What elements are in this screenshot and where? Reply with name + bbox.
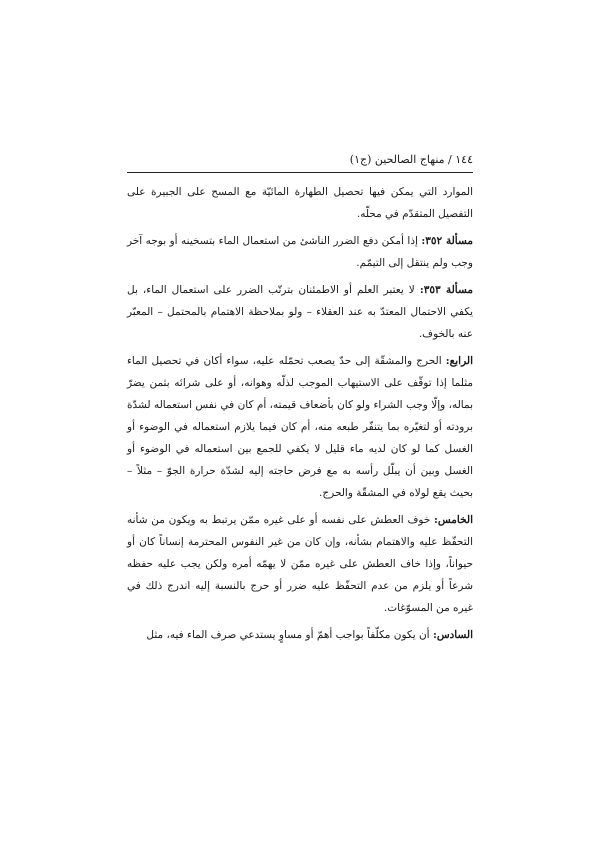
paragraph-lead: مسألة ٣٥٣: — [419, 284, 473, 296]
paragraph-lead: مسألة ٣٥٢: — [421, 235, 473, 247]
paragraph — [127, 350, 473, 504]
paragraph — [127, 279, 473, 345]
paragraph-text: أن يكون مكلّفاً بواجب أهمّ أو مساوٍ يستدعي صرف الماء فيه، مثل — [146, 629, 433, 641]
paragraph-text: الحرج والمشقّة إلى حدّ يصعب تحمّله عليه، سواء أكان في تحصيل الماء مثلما إذا توقّف على الاستيهاب الموجب لذلّه وهوانه، أو على شرائه بثمن يضرّ بماله، وإلّا وجب الشراء ولو كان بأضعاف قيمته، أم كان في نفس استعماله لشدّة برودته أو لتغيّره بما يتنفّر طبعه منه، أم كان فيما يلازم استعماله في الوضوء أو الغسل كما لو كان لديه ماء قليل لا يكفي للجمع بين استعماله في الوضوء أو الغسل وبين أن يبلّل رأسه به مع فرض حاجته إليه لشدّة حرارة الجوّ – مثلاً – بحيث يقع لولاه في المشقّة والحرج. — [127, 355, 473, 499]
running-header: ١٤٤ / منهاج الصالحين (ج١) — [349, 153, 473, 166]
paragraph-text: خوف العطش على نفسه أو على غيره ممّن يرتبط به ويكون من شأنه التحفّظ عليه والاهتمام بشأنه، وإن كان من غير النفوس المحترمة إنساناً كان أو حيواناً، وإذا خاف العطش على غيره ممّن لا يهمّه أمره ولكن يجب عليه حفظه شرعاً أو يلزم من عدم التحفّظ عليه ضرر أو حرج بالنسبة إليه اندرج ذلك في غيره من المسوّغات. — [127, 514, 473, 614]
paragraph-lead: الرابع: — [445, 355, 473, 367]
paragraph-lead: الخامس: — [434, 514, 473, 526]
page-body — [127, 181, 473, 651]
paragraph-lead: السادس: — [432, 629, 473, 641]
paragraph — [127, 624, 473, 646]
paragraph — [127, 509, 473, 619]
paragraph — [127, 230, 473, 274]
header-divider — [127, 172, 473, 173]
paragraph — [127, 181, 473, 225]
paragraph-text: إذا أمكن دفع الضرر الناشئ من استعمال الماء بتسخينه أو بوجه آخر وجب ولم ينتقل إلى التيمّم. — [127, 235, 473, 269]
paragraph-text: لا يعتبر العلم أو الاطمئنان بترتّب الضرر على استعمال الماء، بل يكفي الاحتمال المعتدّ به عند العقلاء – ولو بملاحظة الاهتمام بالمحتمل – المعبّر عنه بالخوف. — [127, 284, 473, 340]
paragraph-text: الموارد التي يمكن فيها تحصيل الطهارة المائيّة مع المسح على الجبيرة على التفصيل المتقدّم في محلّه. — [127, 186, 473, 220]
